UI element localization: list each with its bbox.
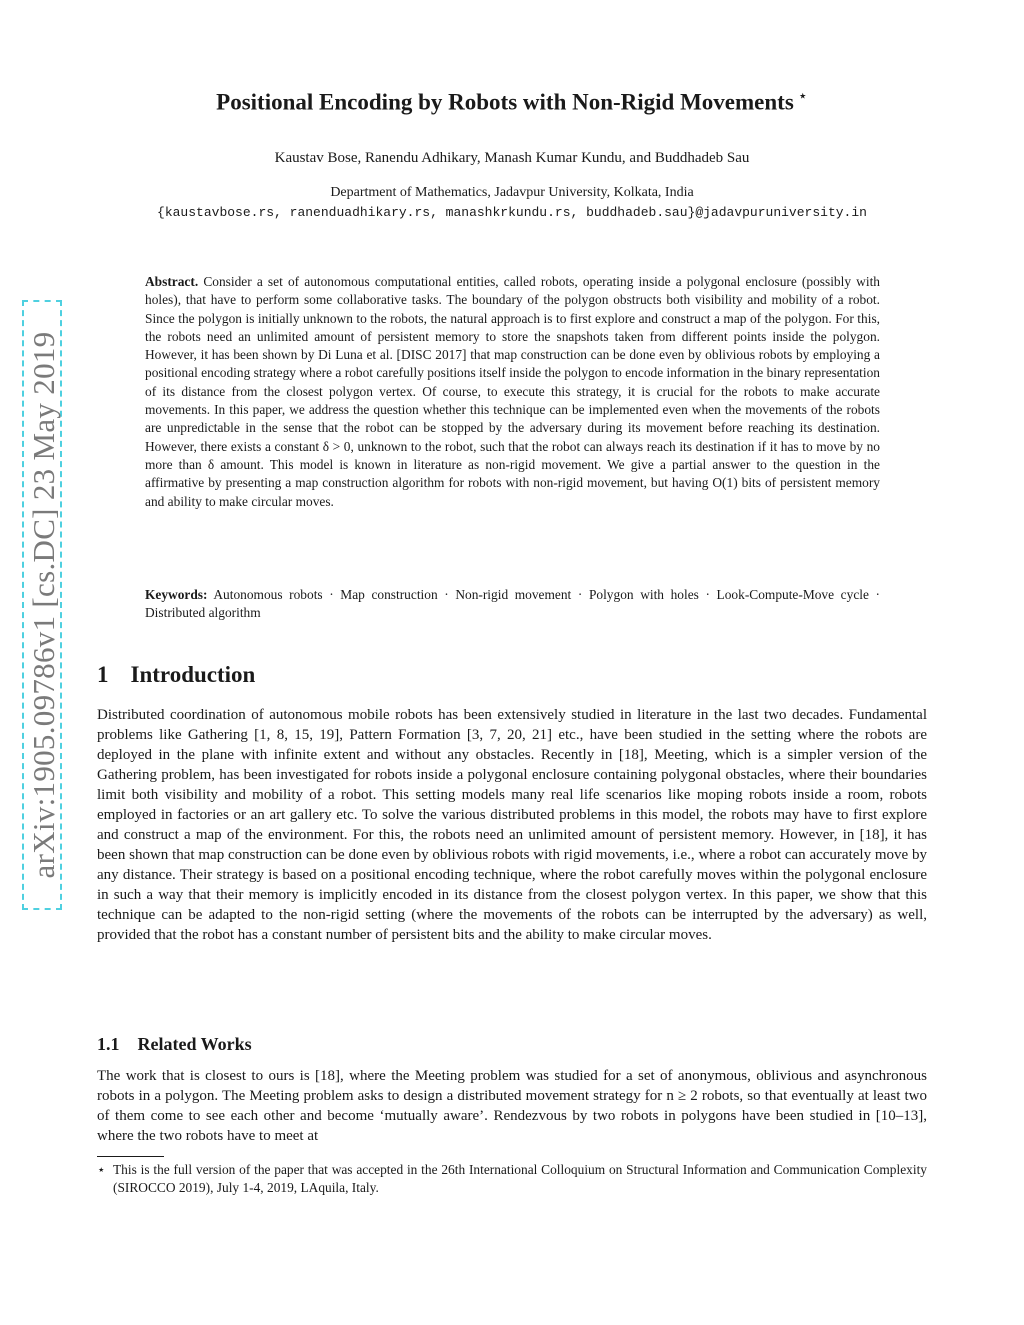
abstract [145, 273, 880, 511]
introduction-paragraph: Distributed coordination of autonomous mobile robots has been extensively studied in literature in the last two decades. Fundamental problems like Gathering [1, 8, 15, 19], Pattern Formation [3, 7, 20, 21] etc., have been studied in the setting where the robots are deployed in the plane with infinite extent and without any obstacles. Recently in [18], Meeting, which is a simpler version of the Gathering problem, has been investigated for robots inside a polygonal enclosure containing polygonal obstacles, where their boundaries limit both visibility and mobility of a robot. This setting models many real life scenarios like moping robots inside a room, robots employed in factories or an art gallery etc. To solve the various distributed problems in this model, the robots may have to first explore and construct a map of the environment. For this, the robots need an unlimited amount of persistent memory. However, in [18], it has been shown that map construction can be done even by oblivious robots with rigid movements, i.e., where a robot can accurately move by any distance. Their strategy is based on a positional encoding technique, where the robot carefully moves within the polygonal enclosure in such a way that their memory is implicitly encoded in its distance from the closest polygon vertex. In this paper, we show that this technique can be adapted to the non-rigid setting (where the movements of the robots can be interrupted by the adversary) as well, provided that the robot has a constant number of persistent bits and the ability to make circular moves. [97, 707, 927, 943]
footnote-text: This is the full version of the paper that was accepted in the 26th International Colloquium on Structural Information and Communication Complexity (SIROCCO 2019), July 1-4, 2019, LAquila, Italy. [113, 1162, 927, 1195]
footnote [97, 1161, 927, 1197]
section-title: Introduction [130, 662, 256, 687]
author-list: Kaustav Bose, Ranendu Adhikary, Manash Kumar Kundu, and Buddhadeb Sau [274, 150, 750, 166]
subsection-title: Related Works [137, 1034, 252, 1054]
footnote-divider [97, 1156, 164, 1157]
subsection-heading-related-works [97, 1032, 252, 1056]
section-heading-introduction [97, 660, 255, 690]
abstract-label: Abstract. [145, 274, 199, 289]
title-footnote-mark: ⋆ [797, 88, 808, 105]
arxiv-identifier[interactable]: arXiv:1905.09786v1 [cs.DC] 23 May 2019 [26, 331, 61, 879]
keywords [145, 586, 880, 623]
keywords-text: Autonomous robots · Map construction · Non-rigid movement · Polygon with holes · Look-Compute-Move cycle · Distributed algorithm [145, 587, 880, 621]
affiliation: Department of Mathematics, Jadavpur University, Kolkata, India [330, 185, 694, 200]
section-number: 1 [97, 662, 109, 687]
related-works-paragraph: The work that is closest to ours is [18], where the Meeting problem was studied for a set of anonymous, oblivious and asynchronous robots in a polygon. The Meeting problem asks to design a distributed movement strategy for n ≥ 2 robots, so that eventually at least two of them come to see each other and become ‘mutually aware’. Rendezvous by two robots in polygons have been studied in [10–13], where the two robots have to meet at [97, 1068, 927, 1144]
title-text: Positional Encoding by Robots with Non-Rigid Movements [216, 89, 794, 115]
subsection-number: 1.1 [97, 1034, 120, 1054]
keywords-label: Keywords: [145, 587, 208, 602]
author-emails: {kaustavbose.rs, ranenduadhikary.rs, manashkrkundu.rs, buddhadeb.sau}@jadavpuruniversity.in [157, 205, 867, 220]
footnote-mark: ⋆ [97, 1162, 106, 1177]
paper-title [0, 83, 1024, 117]
abstract-text: Consider a set of autonomous computational entities, called robots, operating inside a polygonal enclosure (possibly with holes), that have to perform some collaborative tasks. The boundary of the polygon obstructs both visibility and mobility of a robot. Since the polygon is initially unknown to the robots, the natural approach is to first explore and construct a map of the polygon. For this, the robots need an unlimited amount of persistent memory to store the snapshots taken from different points inside the polygon. However, it has been shown by Di Luna et al. [DISC 2017] that map construction can be done even by oblivious robots by employing a positional encoding strategy where a robot carefully positions itself inside the polygon to encode information in the binary representation of its distance from the closest polygon vertex. Of course, to execute this strategy, it is crucial for the robots to make accurate movements. In this paper, we address the question whether this technique can be implemented even when the movements of the robots are unpredictable in the sense that the robot can be stopped by the adversary during its movement before reaching its destination. However, there exists a constant δ > 0, unknown to the robot, such that the robot can always reach its destination if it has to move by no more than δ amount. This model is known in literature as non-rigid movement. We give a partial answer to the question in the affirmative by presenting a map construction algorithm for robots with non-rigid movement, but having O(1) bits of persistent memory and ability to make circular moves. [145, 274, 880, 509]
